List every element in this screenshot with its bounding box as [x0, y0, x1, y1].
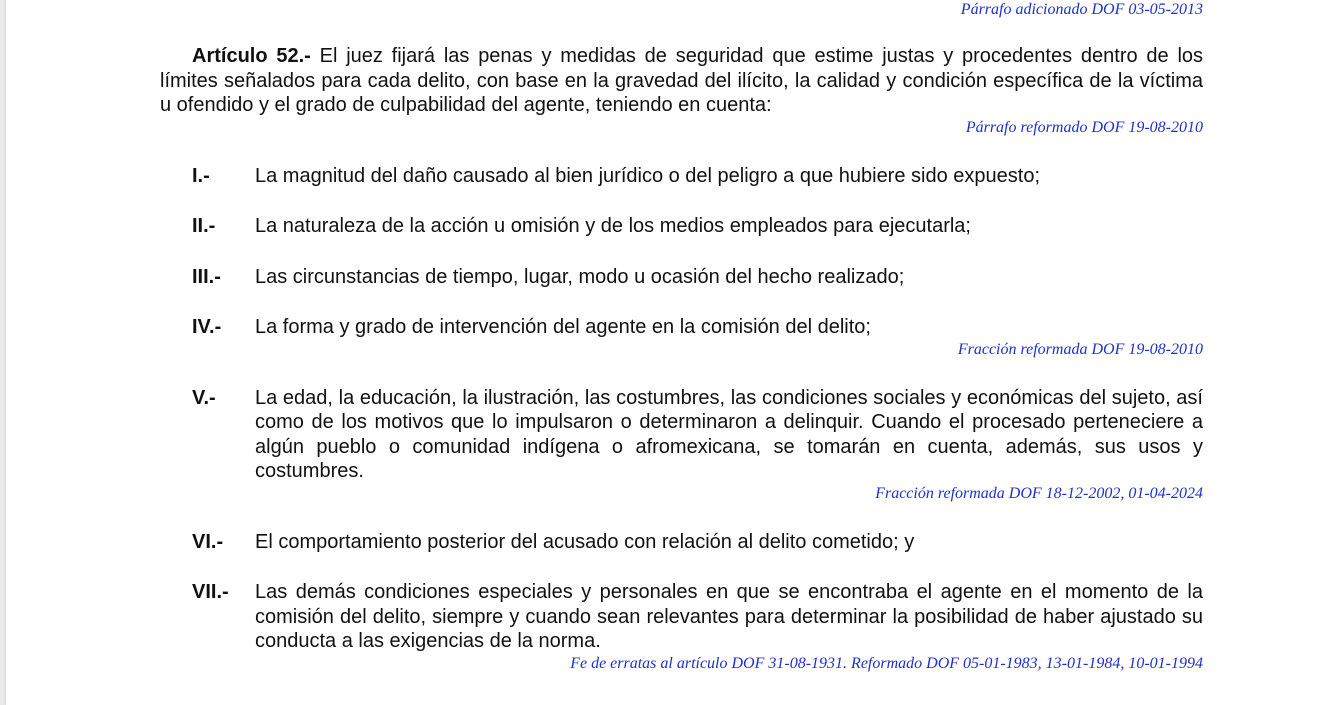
fraction-numeral: VI.-	[192, 530, 224, 553]
fraction-text: El comportamiento posterior del acusado con relación al delito cometido; y	[255, 530, 915, 553]
article-52-paragraph	[160, 44, 1203, 118]
document-content	[160, 0, 1203, 674]
fraction-numeral: IV.-	[192, 316, 222, 338]
fraction-numeral: I.-	[192, 164, 210, 187]
article-text: El juez fijará las penas y medidas de seguridad que estime justas y procedentes dentro de los límites señalados para cada delito, con base en la gravedad del ilícito, la calidad y condición específica de la víctima u ofendido y el grado de culpabilidad del agente, teniendo en cuenta:	[160, 45, 1204, 116]
fraction-i	[192, 164, 1203, 189]
top-amendment-note: Párrafo adicionado DOF 03-05-2013	[960, 1, 1203, 18]
fraction-v-amendment-note: Fracción reformada DOF 18-12-2002, 01-04-2024	[875, 484, 1203, 502]
fraction-numeral: III.-	[192, 265, 221, 288]
fraction-numeral: II.-	[192, 215, 216, 237]
bottom-amendment-note: Fe de erratas al artículo DOF 31-08-1931. Reformado DOF 05-01-1983, 13-01-1984, 10-01-1994	[570, 654, 1203, 672]
article-amendment-note: Párrafo reformado DOF 19-08-2010	[965, 118, 1203, 136]
fraction-text: Las circunstancias de tiempo, lugar, modo u ocasión del hecho realizado;	[255, 265, 905, 288]
fraction-v	[192, 386, 1203, 484]
fraction-vii	[192, 580, 1203, 654]
fraction-numeral: VII.-	[192, 581, 229, 603]
fraction-text: La naturaleza de la acción u omisión y de los medios empleados para ejecutarla;	[255, 215, 971, 237]
fraction-vi	[192, 530, 1203, 555]
fraction-iv	[192, 315, 1203, 340]
fraction-text: Las demás condiciones especiales y personales en que se encontraba el agente en el momento de la comisión del delito, siempre y cuando sean relevantes para determinar la posibilidad de haber ajustado su conducta a las exigencias de la norma.	[255, 581, 1203, 652]
fraction-text: La forma y grado de intervención del agente en la comisión del delito;	[255, 316, 871, 338]
document-page	[6, 0, 1331, 705]
fraction-ii	[192, 214, 1203, 239]
fraction-iv-amendment-note: Fracción reformada DOF 19-08-2010	[957, 340, 1203, 358]
fraction-text: La magnitud del daño causado al bien jurídico o del peligro a que hubiere sido expuesto;	[255, 164, 1040, 187]
fraction-numeral: V.-	[192, 386, 216, 409]
article-heading: Artículo 52.-	[192, 45, 311, 67]
fraction-iii	[192, 265, 1203, 290]
fraction-text: La edad, la educación, la ilustración, las costumbres, las condiciones sociales y económicas del sujeto, así como de los motivos que lo impulsaron o determinaron a delinquir. Cuando el procesado perteneciere a algún pueblo o comunidad indígena o afromexicana, se tomarán en cuenta, además, sus usos y costumbres.	[255, 386, 1203, 482]
